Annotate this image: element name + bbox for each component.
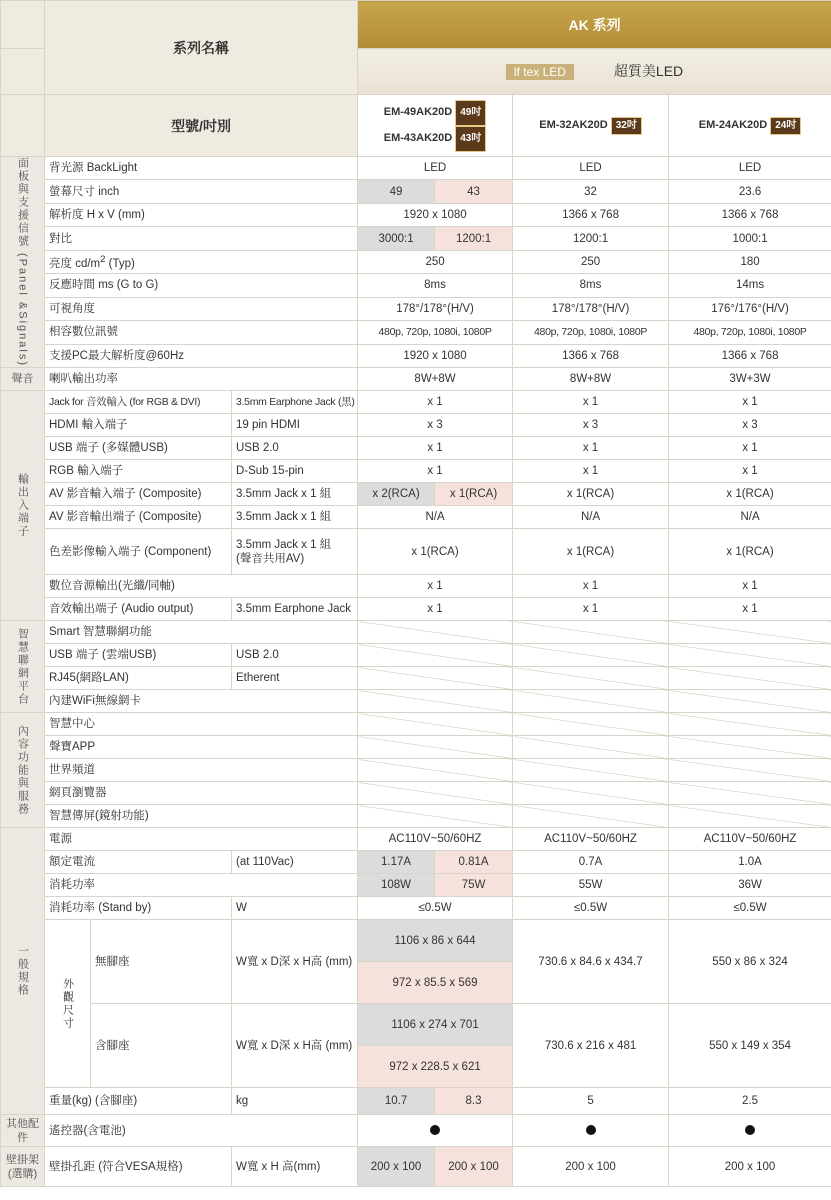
ghost-text: lf tex LED [506,64,574,80]
row-label: AV 影音輸出端子 (Composite) [45,506,232,529]
row-label: 聲寶APP [45,736,358,759]
row-label: 內建WiFi無線網卡 [45,690,358,713]
row-spec: kg [232,1088,358,1115]
row-label: 壁掛孔距 (符合VESA規格) [45,1147,232,1187]
row-label: 智慧中心 [45,713,358,736]
row-label: 網頁瀏覽器 [45,782,358,805]
included-dot-icon [430,1125,440,1135]
category-panel: 面板與支援信號 (Panel &Signals) [1,157,45,368]
size-tag: 24吋 [770,117,801,135]
row-label: AV 影音輸入端子 (Composite) [45,483,232,506]
row-label: Jack for 音效輸入 (for RGB & DVI) [45,391,232,414]
row-label: 含腳座 [91,1004,232,1088]
row-spec: (at 110Vac) [232,851,358,874]
spec-table: 系列名稱 AK 系列 lf tex LED 超質美LED 型號/吋別 EM-49AK20D 49吋 EM-43AK20D 43吋 EM-32AK20D 32吋 EM-24AK20D 24吋 面板與支援信號 (Panel &Signals) 背光源 BackLight LED LED LED 螢幕尺寸 inch 49 43 32 23.6 解析度 H x V (mm) 1920 x 1080 1366 x 768 1366 x 768 對比 3000:1 1200:1 1200:1 1000:1 亮度 $cd/m^2$ (Typ) 250 250 180 反應時間 ms (G to G) 8ms 8ms 14ms 可視角度 178°/178°(H/V) 178°/178°(H/V) 176°/176°(H/V) 相容數位訊號 480p, 720p, 1080i, 1080P 480p, 720p, 1080i, 1080P 480p, 720p, 1080i, 1080P 支援PC最大解析度@60Hz 1920 x 1080 1366 x 768 1366 x 768 聲音 喇叭輸出功率 8W+8W 8W+8W 3W+3W 輸出入端子 Jack for 音效輸入 (for RGB & DVI) 3.5mm Earphone Jack (黑) x 1 x 1 x 1 HDMI 輸入端子 19 pin HDMI x 3 x 3 x 3 USB 端子 (多媒體USB) USB 2.0 x 1 x 1 x 1 RGB 輸入端子 D-Sub 15-pin x 1 x 1 x 1 AV 影音輸入端子 (Composite) 3.5mm Jack x 1 組 x 2(RCA) x 1(RCA) x 1(RCA) x 1(RCA) AV 影音輸出端子 (Composite) 3.5mm Jack x 1 組 N/A N/A N/A 色差影像輸入端子 (Component) 3.5mm Jack x 1 組 (聲音共用AV) x 1(RCA) x 1(RCA) x 1(RCA) 數位音源輸出(光纖/同軸) x 1 x 1 x 1 音效輸出端子 (Audio output) 3.5mm Earphone Jack x 1 x 1 x 1 智慧聯網平台 Smart 智慧聯網功能 USB 端子 (雲端USB) USB 2.0 RJ45(網路LAN) Etherent 內建WiFi無線網卡 內容功能與服務 智慧中心 聲寶APP 世界頻道 網頁瀏覽器 智慧傳屏(鏡射功能) 一般規格 電源 AC110V~50/60HZ AC110V~50/60HZ AC110V~50/60HZ 額定電流 (at 110Vac) 1.17A 0.81A 0.7A 1.0A 消耗功率 108W 75W 55W 36W 消耗功率 (Stand by) W ≤0.5W ≤0.5W ≤0.5W 外觀尺寸 無腳座 W寬 x D深 x H高 (mm) 1106 x 86 x 644 730.6 x 84.6 x 434.7 550 x 86 x 324 972 x 85.5 x 569 含腳座 W寬 x D深 x H高 (mm) 1106 x 274 x 701 730.6 x 216 x 481 550 x 149 x 354 972 x 228.5 x 621 重量(kg) (含腳座) kg 10.7 8.3 5 2.5 其他配件 遙控器(含電池) 壁掛架(選購) 壁掛孔距 (符合VESA規格) W寬 x H 高(mm) 200 x 100 200 x 100 200 x 100 200 x 100 [0,0,831,1187]
size-tag: 32吋 [611,117,642,135]
row-label: 相容數位訊號 [45,321,358,344]
row-label: 支援PC最大解析度@60Hz [45,344,358,368]
row-spec: USB 2.0 [232,644,358,667]
model-24: EM-24AK20D 24吋 [669,95,831,157]
row-label: 世界頻道 [45,759,358,782]
row-spec: W [232,897,358,920]
category-sound: 聲音 [1,368,45,391]
row-label: USB 端子 (多媒體USB) [45,437,232,460]
row-spec: W寬 x H 高(mm) [232,1147,358,1187]
row-spec: 3.5mm Jack x 1 組 (聲音共用AV) [232,529,358,575]
row-label: 遙控器(含電池) [45,1115,358,1147]
dims-label: 外觀尺寸 [45,920,91,1088]
row-spec: 3.5mm Earphone Jack (黑) [232,391,358,414]
row-label: 重量(kg) (含腳座) [45,1088,232,1115]
series-label: 系列名稱 [45,1,358,95]
size-tag: 49吋 [455,100,486,126]
row-label: Smart 智慧聯網功能 [45,621,358,644]
row-spec: 3.5mm Jack x 1 組 [232,506,358,529]
included-dot-icon [745,1125,755,1135]
row-label: 反應時間 ms (G to G) [45,274,358,297]
category-smart: 智慧聯網平台 [1,621,45,713]
row-spec: W寬 x D深 x H高 (mm) [232,1004,358,1088]
row-label: HDMI 輸入端子 [45,414,232,437]
row-label: 背光源 BackLight [45,157,358,180]
row-label: USB 端子 (雲端USB) [45,644,232,667]
category-general: 一般規格 [1,828,45,1115]
row-spec: 19 pin HDMI [232,414,358,437]
row-spec: 3.5mm Earphone Jack [232,598,358,621]
header-corner [1,1,45,49]
category-other: 其他配件 [1,1115,45,1147]
series-name-cell [358,49,831,95]
row-label: RJ45(網路LAN) [45,667,232,690]
ak-series-title: AK 系列 [358,1,831,49]
model-32: EM-32AK20D 32吋 [513,95,669,157]
row-label: 亮度 $cd/m^2$ (Typ) [45,250,358,273]
row-label: 數位音源輸出(光纖/同軸) [45,575,358,598]
row-label: 解析度 H x V (mm) [45,203,358,226]
row-label: 色差影像輸入端子 (Component) [45,529,232,575]
model-49-43: EM-49AK20D 49吋 EM-43AK20D 43吋 [358,95,513,157]
row-label: 可視角度 [45,297,358,320]
row-label: RGB 輸入端子 [45,460,232,483]
row-label: 智慧傳屏(鏡射功能) [45,805,358,828]
series-name: 超質美LED [613,63,684,79]
included-dot-icon [586,1125,596,1135]
row-label: 消耗功率 (Stand by) [45,897,232,920]
row-spec: 3.5mm Jack x 1 組 [232,483,358,506]
size-tag: 43吋 [455,126,486,152]
row-label: 對比 [45,227,358,250]
row-label: 無腳座 [91,920,232,1004]
model-label: 型號/吋別 [45,95,358,157]
row-label: 音效輸出端子 (Audio output) [45,598,232,621]
row-label: 消耗功率 [45,874,358,897]
category-io: 輸出入端子 [1,391,45,621]
row-label: 電源 [45,828,358,851]
row-label: 額定電流 [45,851,232,874]
row-spec: W寬 x D深 x H高 (mm) [232,920,358,1004]
category-wall: 壁掛架(選購) [1,1147,45,1187]
row-label: 螢幕尺寸 inch [45,180,358,203]
row-label: 喇叭輸出功率 [45,368,358,391]
category-content: 內容功能與服務 [1,713,45,828]
row-spec: USB 2.0 [232,437,358,460]
row-spec: Etherent [232,667,358,690]
row-spec: D-Sub 15-pin [232,460,358,483]
